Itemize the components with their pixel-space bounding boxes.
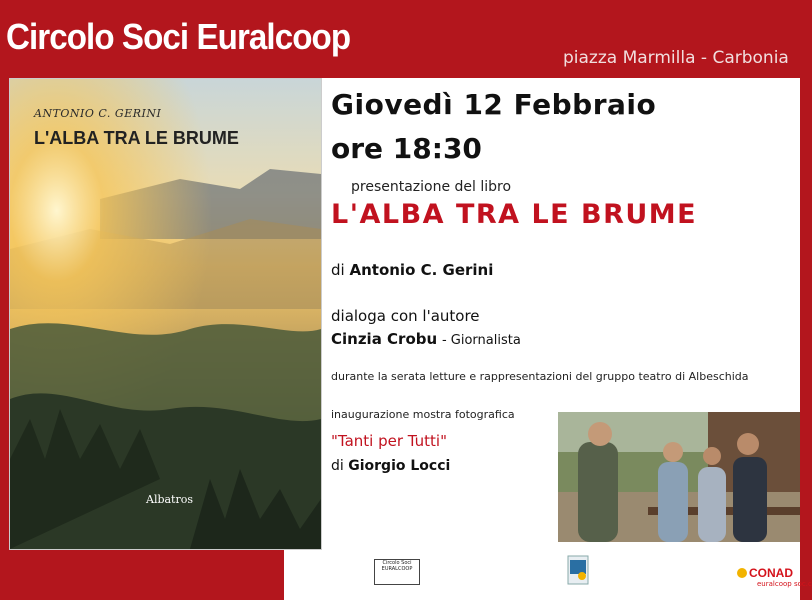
exhibition-photo [558,412,800,542]
circolo-logo-line1: Circolo Soci [382,560,412,566]
presentation-label: presentazione del libro [351,179,512,195]
author-line [331,261,493,279]
dialog-label: dialoga con l'autore [331,307,480,325]
cover-title: L'ALBA TRA LE BRUME [34,128,239,148]
guest-name: Cinzia Crobu [331,330,438,348]
author-name: Antonio C. Gerini [349,261,494,279]
cover-landscape-image [10,79,321,549]
exhibition-title: "Tanti per Tutti" [331,432,448,450]
photographer-prefix: di [331,458,344,474]
photographer-line [331,458,450,474]
guest-line [331,330,521,348]
circolo-logo-line2: EURALCOOP [381,566,413,572]
event-time: ore 18:30 [331,132,482,165]
evening-note: durante la serata letture e rappresentazioni del gruppo teatro di Albeschida [331,370,749,383]
book-cover [9,78,322,550]
exhibition-label: inaugurazione mostra fotografica [331,408,515,421]
circolo-soci-logo [374,559,420,585]
conad-logo-text: CONAD [749,566,793,580]
conad-subtitle: euralcoop soc.c [757,580,812,588]
by-prefix: di [331,261,345,279]
event-date: Giovedì 12 Febbraio [331,88,657,121]
daisy-icon [737,568,747,578]
guest-role: - Giornalista [441,333,521,348]
cover-publisher: Albatros [146,493,194,506]
location-text: piazza Marmilla - Carbonia [563,48,789,68]
organizer-title: Circolo Soci Euralcoop [6,16,351,57]
emblem-icon [566,554,590,586]
photographer-name: Giorgio Locci [348,458,451,474]
book-title: L'ALBA TRA LE BRUME [331,199,698,230]
conad-logo [737,566,793,580]
cover-author: ANTONIO C. GERINI [34,107,162,120]
